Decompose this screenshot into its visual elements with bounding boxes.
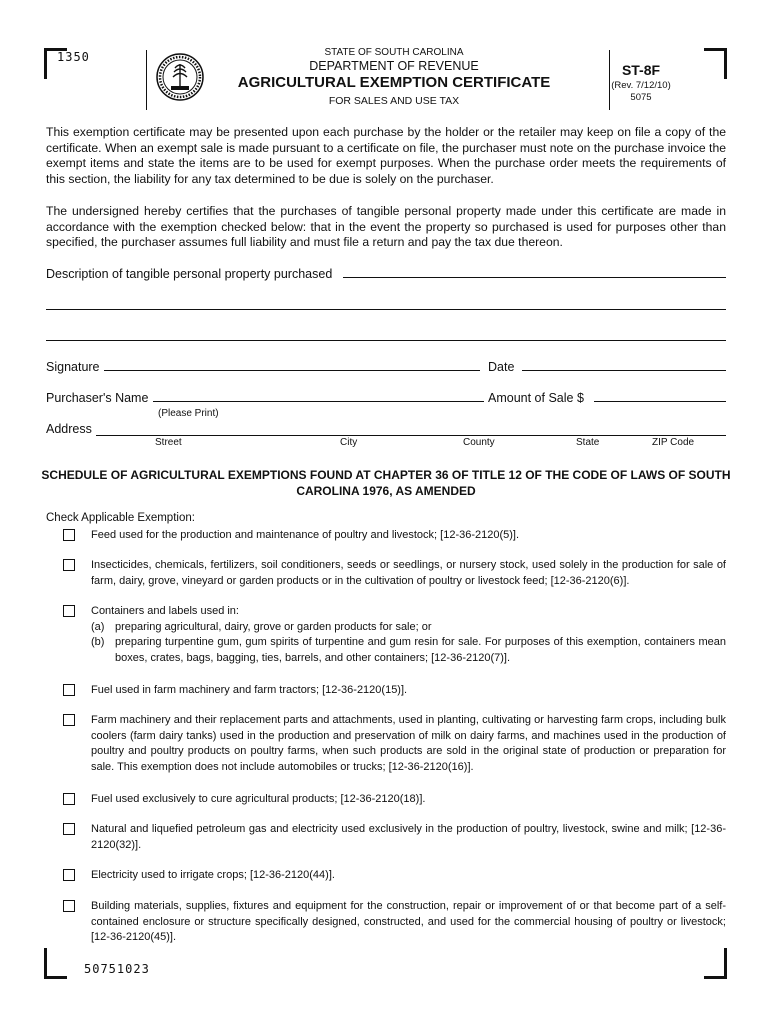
exemption-subitem-b bbox=[91, 635, 726, 666]
signature-label: Signature bbox=[46, 360, 100, 374]
form-id: ST-8F bbox=[621, 62, 661, 78]
form-revision: (Rev. 7/12/10) bbox=[611, 80, 671, 91]
address-field[interactable] bbox=[96, 435, 726, 436]
purchaser-name-label: Purchaser's Name bbox=[46, 391, 149, 405]
state-seal-icon bbox=[155, 52, 205, 102]
corner-mark-bottom-left bbox=[44, 948, 67, 979]
subitem-marker-b: (b) bbox=[91, 636, 105, 648]
subitem-text-b: preparing turpentine gum, gum spirits of turpentine and gum resin for sale. For purposes of this exemption, containers mean boxes, crates, bags, bagging, ties, barrels, and other containers; [12-36-2120(7)]. bbox=[115, 636, 726, 664]
address-county-caption: County bbox=[463, 437, 495, 448]
exemption-text-4: Fuel used in farm machinery and farm tractors; [12-36-2120(15)]. bbox=[91, 684, 408, 696]
form-code: 5075 bbox=[630, 92, 652, 103]
exemption-text-7: Natural and liquefied petroleum gas and electricity used exclusively in the production of poultry, livestock, swine and milk; [12-36-2120(32)]. bbox=[91, 823, 726, 851]
form-number-top: 1350 bbox=[57, 50, 90, 64]
subitem-marker-a: (a) bbox=[91, 620, 105, 633]
form-number-bottom: 50751023 bbox=[84, 962, 150, 976]
schedule-heading: SCHEDULE OF AGRICULTURAL EXEMPTIONS FOUND AT CHAPTER 36 OF TITLE 12 OF THE CODE OF LAWS OF SOUTH CAROLINA 1976, AS AMENDED bbox=[41, 468, 731, 498]
exemption-text-3: Containers and labels used in: bbox=[91, 605, 239, 617]
header-state: STATE OF SOUTH CAROLINA bbox=[324, 47, 464, 58]
exemption-text-5: Farm machinery and their replacement parts and attachments, used in planting, cultivating or harvesting farm crops, including bulk coolers (farm dairy tanks) used in the production and preservation of milk on dairy farms, and machines used in the production of poultry and poultry products on poultry farms, when such products are sold in the original state of production or preparation for sale. This exemption does not include automobiles or trucks; [12-36-2120(16)]. bbox=[91, 714, 726, 773]
address-label: Address bbox=[46, 422, 92, 436]
please-print-note: (Please Print) bbox=[158, 408, 219, 419]
exemption-checkbox-5[interactable] bbox=[63, 714, 75, 726]
subitem-text-a: preparing agricultural, dairy, grove or garden products for sale; or bbox=[115, 620, 432, 633]
exemption-checkbox-6[interactable] bbox=[63, 793, 75, 805]
check-applicable-label: Check Applicable Exemption: bbox=[46, 512, 195, 524]
exemption-subitem-a bbox=[91, 620, 726, 636]
intro-paragraph-1: This exemption certificate may be presented upon each purchase by the holder or the retailer may keep on file a copy of the certificate. When an exempt sale is made pursuant to a certificate on file, the purchaser must note on the purchase invoice the exempt items and state the items are to be used for exempt purposes. When the purchase order meets the requirements of this section, the liability for any tax determined to be due is solely on the purchaser. bbox=[46, 125, 726, 186]
corner-mark-top-right bbox=[704, 48, 727, 79]
header-title: AGRICULTURAL EXEMPTION CERTIFICATE bbox=[237, 74, 551, 91]
exemption-checkbox-7[interactable] bbox=[63, 823, 75, 835]
date-field[interactable] bbox=[522, 370, 726, 371]
exemption-checkbox-2[interactable] bbox=[63, 559, 75, 571]
amount-of-sale-field[interactable] bbox=[594, 401, 726, 402]
address-street-caption: Street bbox=[155, 437, 182, 448]
intro-paragraph-2: The undersigned hereby certifies that the purchases of tangible personal property made under this certificate are made in accordance with the exemption checked below: that in the event the property so purchased is used for purposes other than specified, the purchaser assumes full liability and must file a return and pay the tax due thereon. bbox=[46, 204, 726, 250]
exemption-text-8: Electricity used to irrigate crops; [12-36-2120(44)]. bbox=[91, 869, 335, 881]
address-city-caption: City bbox=[340, 437, 358, 448]
exemption-text-9: Building materials, supplies, fixtures and equipment for the construction, repair or improvement of or that become part of a self-contained enclosure or structure specifically designed, constructed, and used for the commercial housing of poultry or livestock; [12-36-2120(45)]. bbox=[91, 900, 726, 943]
exemption-checkbox-4[interactable] bbox=[63, 684, 75, 696]
exemption-checkbox-1[interactable] bbox=[63, 529, 75, 541]
exemption-text-6: Fuel used exclusively to cure agricultural products; [12-36-2120(18)]. bbox=[91, 793, 426, 805]
description-line-3[interactable] bbox=[46, 340, 726, 341]
signature-field[interactable] bbox=[104, 370, 480, 371]
amount-of-sale-label: Amount of Sale $ bbox=[488, 391, 584, 405]
date-label: Date bbox=[488, 360, 515, 374]
purchaser-name-field[interactable] bbox=[153, 401, 484, 402]
exemption-text-1: Feed used for the production and maintenance of poultry and livestock; [12-36-2120(5)]. bbox=[91, 529, 520, 541]
description-field[interactable] bbox=[343, 277, 726, 278]
exemption-text-2: Insecticides, chemicals, fertilizers, soil conditioners, seeds or seedlings, or nursery stock, used solely in the production for sale of farm, dairy, grove, vineyard or garden products or in the cultivation of poultry or livestock feed; [12-36-2120(6)]. bbox=[91, 559, 726, 587]
exemption-item-3 bbox=[91, 604, 726, 666]
address-state-caption: State bbox=[576, 437, 600, 448]
exemption-checkbox-8[interactable] bbox=[63, 869, 75, 881]
header-department: DEPARTMENT OF REVENUE bbox=[309, 59, 479, 73]
exemption-checkbox-3[interactable] bbox=[63, 605, 75, 617]
exemption-checkbox-9[interactable] bbox=[63, 900, 75, 912]
description-label: Description of tangible personal property purchased bbox=[46, 267, 333, 281]
address-zip-caption: ZIP Code bbox=[652, 437, 695, 448]
corner-mark-bottom-right bbox=[704, 948, 727, 979]
description-line-2[interactable] bbox=[46, 309, 726, 310]
header-subtitle: FOR SALES AND USE TAX bbox=[328, 95, 460, 107]
